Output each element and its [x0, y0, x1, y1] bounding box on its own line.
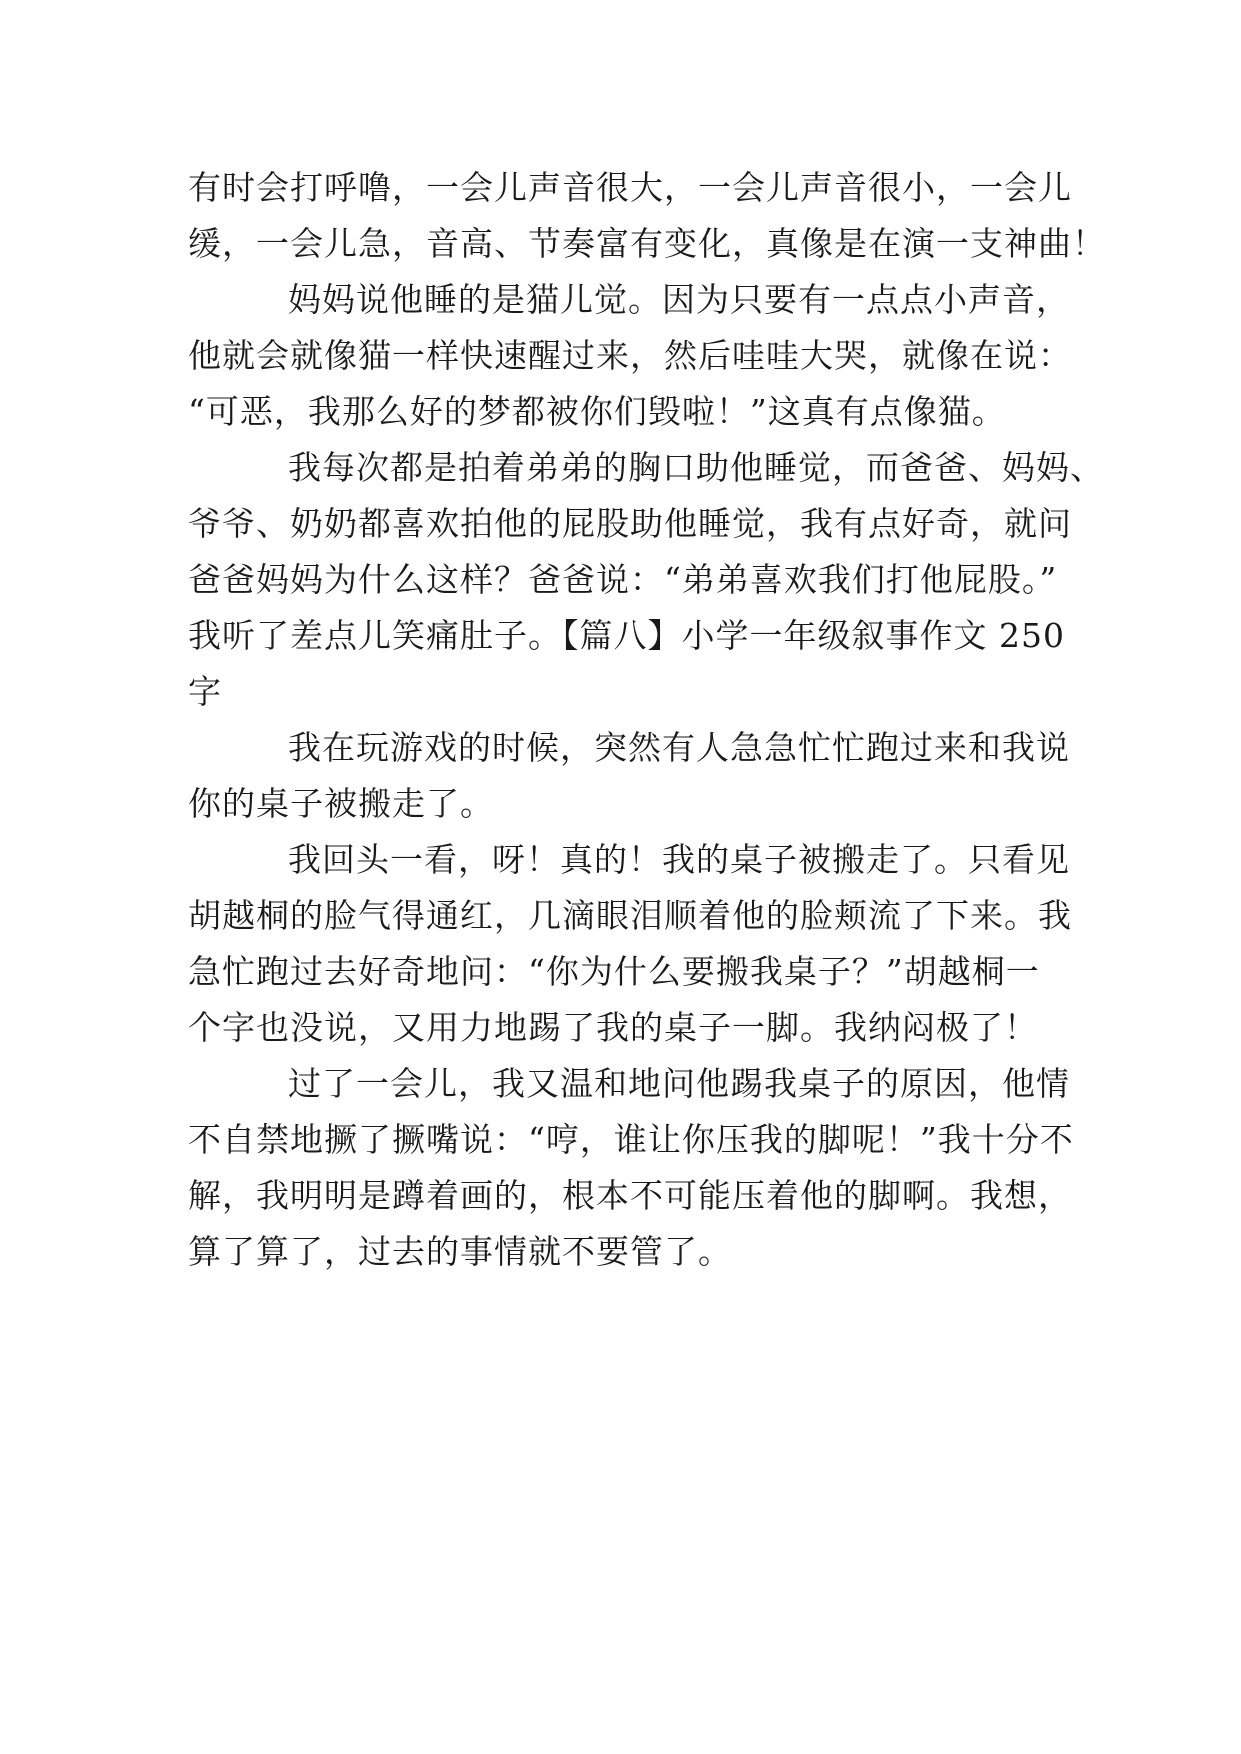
text-line: 不自禁地撅了撅嘴说：“哼，谁让你压我的脚呢！”我十分不: [188, 1120, 1074, 1159]
text-line: 爷爷、奶奶都喜欢拍他的屁股助他睡觉，我有点好奇，就问: [188, 504, 1072, 543]
text-line: 爸爸妈妈为什么这样？爸爸说：“弟弟喜欢我们打他屁股。”: [188, 560, 1058, 599]
text-line: 有时会打呼噜，一会儿声音很大，一会儿声音很小，一会儿: [188, 168, 1072, 207]
text-line: 我听了差点儿笑痛肚子。【篇八】小学一年级叙事作文 250: [188, 616, 1065, 655]
text-line: 字: [188, 672, 222, 711]
text-line: 解，我明明是蹲着画的，根本不可能压着他的脚啊。我想，: [188, 1176, 1072, 1215]
text-line: 缓，一会儿急，音高、节奏富有变化，真像是在演一支神曲！: [188, 224, 1106, 263]
text-line: 妈妈说他睡的是猫儿觉。因为只要有一点点小声音，: [288, 280, 1070, 319]
essay-text: [188, 160, 1106, 1280]
text-line: 他就会就像猫一样快速醒过来，然后哇哇大哭，就像在说：: [188, 336, 1072, 375]
text-line: 过了一会儿，我又温和地问他踢我桌子的原因，他情: [288, 1064, 1070, 1103]
text-line: 算了算了，过去的事情就不要管了。: [188, 1232, 732, 1271]
text-line: 胡越桐的脸气得通红，几滴眼泪顺着他的脸颊流了下来。我: [188, 896, 1072, 935]
text-line: 我在玩游戏的时候，突然有人急急忙忙跑过来和我说: [288, 728, 1070, 767]
text-line: 我每次都是拍着弟弟的胸口助他睡觉，而爸爸、妈妈、: [288, 448, 1104, 487]
text-line: 我回头一看，呀！真的！我的桌子被搬走了。只看见: [288, 840, 1070, 879]
text-line: 急忙跑过去好奇地问：“你为什么要搬我桌子？”胡越桐一: [188, 952, 1040, 991]
text-line: 个字也没说，又用力地踢了我的桌子一脚。我纳闷极了！: [188, 1008, 1038, 1047]
text-line: 你的桌子被搬走了。: [188, 784, 494, 823]
text-line: “可恶，我那么好的梦都被你们毁啦！”这真有点像猫。: [188, 392, 1006, 431]
